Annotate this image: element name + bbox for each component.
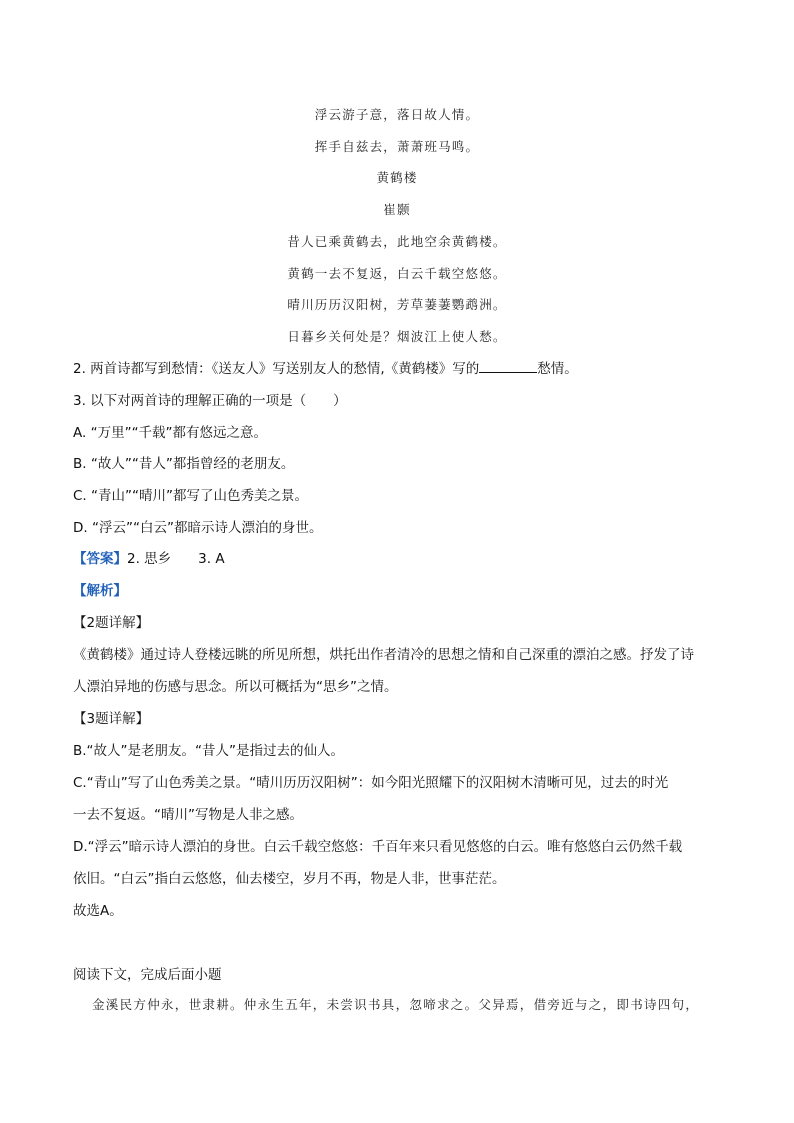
poem1-line-1: 浮云游子意，落日故人情。 <box>314 107 480 122</box>
reading-instruction: 阅读下文，完成后面小题 <box>73 967 222 983</box>
passage-line-1: 金溪民方仲永，世隶耕。仲永生五年，未尝识书具，忽啼求之。父异焉，借旁近与之，即书诗四句， <box>92 997 700 1012</box>
question-2-text: 2. 两首诗都写到愁情：《送友人》写送别友人的愁情,《黄鹤楼》写的 <box>73 361 480 377</box>
poem2-line-2: 黄鹤一去不复返，白云千载空悠悠。 <box>287 266 507 281</box>
poem2-title: 黄鹤楼 <box>376 170 418 185</box>
option-b: B. “故人”“昔人”都指曾经的老朋友。 <box>73 456 295 472</box>
answer-label: 【答案】 <box>73 551 127 567</box>
detail-2-line-1: 《黄鹤楼》通过诗人登楼远眺的所见所想，烘托出作者清冷的思想之情和自己深重的漂泊之感。抒发了诗 <box>73 647 694 663</box>
detail-2-line-2: 人漂泊异地的伤感与思念。所以可概括为“思乡”之情。 <box>73 679 398 695</box>
detail-3-label: 【3题详解】 <box>73 711 150 727</box>
question-3-stem: 3. 以下对两首诗的理解正确的一项是（ ） <box>73 393 347 409</box>
detail-3-line-3: 一去不复返。“晴川”写物是人非之感。 <box>73 807 303 823</box>
question-2 <box>73 357 578 377</box>
detail-3-line-1: B.“故人”是老朋友。“昔人”是指过去的仙人。 <box>73 743 345 759</box>
detail-3-line-5: 依旧。“白云”指白云悠悠，仙去楼空，岁月不再，物是人非，世事茫茫。 <box>73 871 506 887</box>
question-2-tail: 愁情。 <box>537 361 578 377</box>
detail-2-label: 【2题详解】 <box>73 615 150 631</box>
answer-line <box>73 547 225 567</box>
poem1-line-2: 挥手自兹去，萧萧班马鸣。 <box>314 139 480 154</box>
option-d: D. “浮云”“白云”都暗示诗人漂泊的身世。 <box>73 520 323 536</box>
poem2-line-1: 昔人已乘黄鹤去，此地空余黄鹤楼。 <box>287 234 507 249</box>
conclusion: 故选A。 <box>73 903 123 919</box>
detail-3-line-4: D.“浮云”暗示诗人漂泊的身世。白云千载空悠悠：千百年来只看见悠悠的白云。唯有悠悠白云仍然千载 <box>73 839 683 855</box>
option-a: A. “万里”“千载”都有悠远之意。 <box>73 425 268 441</box>
answer-blank <box>479 360 537 373</box>
answer-text: 2. 思乡 3. A <box>127 551 225 567</box>
poem2-line-4: 日暮乡关何处是？烟波江上使人愁。 <box>287 329 507 344</box>
poem2-author: 崔颢 <box>383 202 411 217</box>
option-c: C. “青山”“晴川”都写了山色秀美之景。 <box>73 488 308 504</box>
detail-3-line-2: C.“青山”写了山色秀美之景。“晴川历历汉阳树”：如今阳光照耀下的汉阳树木清晰可见，过去的时光 <box>73 775 669 791</box>
analysis-label: 【解析】 <box>73 583 127 599</box>
poem2-line-3: 晴川历历汉阳树，芳草萋萋鹦鹉洲。 <box>287 297 507 312</box>
